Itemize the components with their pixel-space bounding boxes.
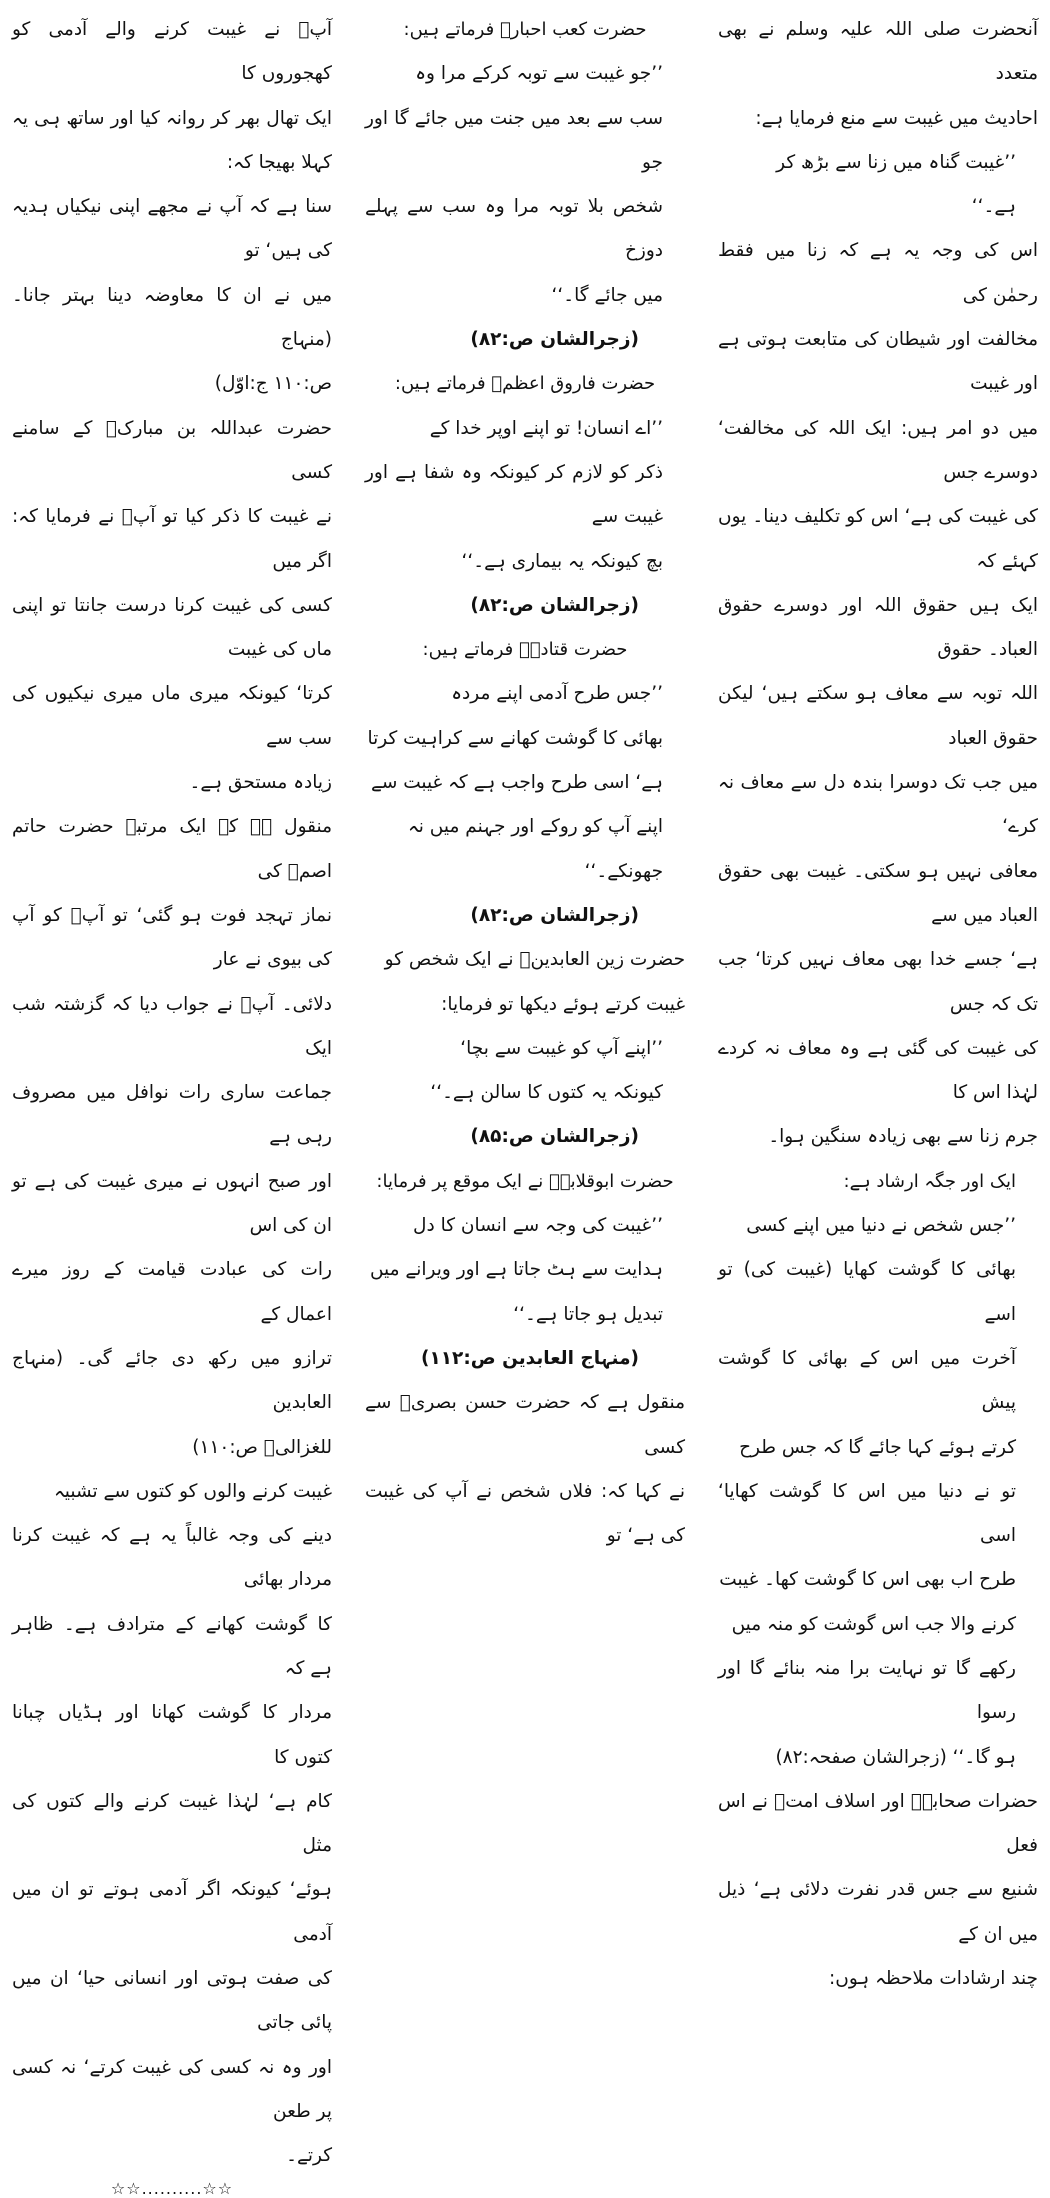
citation: (منہاج العابدین ص:۱۱۲) (421, 1347, 639, 1369)
column-left (12, 8, 332, 2198)
paragraph: حضرت زین العابدینؒ نے ایک شخص کو غیبت کرتے ہوئے دیکھا تو فرمایا: (384, 949, 685, 1015)
quotation: ’’اے انسان! تو اپنے اوپر خدا کے ذکر کو لازم کر کیونکہ وہ شفا ہے اور غیبت سے بچ کیونکہ یہ بیماری ہے۔‘‘ (365, 417, 663, 572)
paragraph: غیبت کرنے والوں کو کتوں سے تشبیہ دینے کی وجہ غالباً یہ ہے کہ غیبت کرنا مردار بھائی کا گوشت کھانے کے مترادف ہے۔ ظاہر ہے کہ مردار کا گوشت کھانا اور ہڈیاں چبانا کتوں کا کام ہے‘ لہٰذا غیبت کرنے والے کتوں کی مثل ہوئے‘ کیونکہ اگر آدمی ہوتے تو ان میں آدمی کی صفت ہوتی اور انسانی حیا‘ ان میں پائی جاتی اور وہ نہ کسی کی غیبت کرتے‘ نہ کسی پر طعن کرتے۔ (12, 1480, 332, 2167)
quotation: ’’غیبت کی وجہ سے انسان کا دل ہدایت سے ہٹ جاتا ہے اور ویرانے میں تبدیل ہو جاتا ہے۔‘‘ (369, 1215, 663, 1325)
paragraph: حضرت عبداللہ بن مبارکؒ کے سامنے کسی نے غیبت کا ذکر کیا تو آپؒ نے فرمایا کہ: اگر میں کسی کی غیبت کرنا درست جانتا تو اپنی ماں کی غیبت کرتا‘ کیونکہ میری ماں میری نیکیوں کی سب سے زیادہ مستحق ہے۔ (12, 417, 332, 794)
heading: حضرت ابوقلابہؒ نے ایک موقع پر فرمایا: (376, 1170, 674, 1192)
column-middle (365, 8, 685, 1547)
quotation: ’’جس طرح آدمی اپنے مردہ بھائی کا گوشت کھانے سے کراہیت کرتا ہے‘ اسی طرح واجب ہے کہ غیبت سے اپنے آپ کو روکے اور جہنم میں نہ جھونکے۔‘‘ (367, 683, 663, 882)
citation: (زجرالشان ص:۸۲) (470, 329, 639, 351)
paragraph: حضرات صحابہؓ اور اسلاف امتؒ نے اس فعل شنیع سے جس قدر نفرت دلائی ہے‘ ذیل میں ان کے چند ارشادات ملاحظہ ہوں: (718, 1790, 1038, 1990)
paragraph: آنحضرت صلی اللہ علیہ وسلم نے بھی متعدد احادیث میں غیبت سے منع فرمایا ہے: (718, 19, 1038, 129)
heading: حضرت فاروق اعظمؓ فرماتے ہیں: (394, 373, 656, 395)
citation: (زجرالشان ص:۸۲) (470, 594, 639, 616)
paragraph: منقول ہے کہ حضرت حسن بصریؒ سے کسی نے کہا کہ: فلاں شخص نے آپ کی غیبت کی ہے‘ تو (365, 1392, 685, 1547)
quotation: ’’اپنے آپ کو غیبت سے بچا‘ کیونکہ یہ کتوں کا سالن ہے۔‘‘ (430, 1037, 663, 1104)
heading: حضرت قتادہؒ فرماتے ہیں: (422, 639, 628, 661)
paragraph: منقول ہے کہ ایک مرتبہ حضرت حاتم اصمؒ کی نماز تہجد فوت ہو گئی‘ تو آپؒ کو آپ کی بیوی نے عار دلائی۔ آپؒ نے جواب دیا کہ گزشتہ شب ایک جماعت ساری رات نوافل میں مصروف رہی ہے اور صبح انہوں نے میری غیبت کی ہے تو ان کی اس رات کی عبادت قیامت کے روز میرے اعمال کے ترازو میں رکھ دی جائے گی۔ (منہاج العابدین للغزالیؒ ص:۱۱۰) (12, 816, 332, 1458)
paragraph: اس کی وجہ یہ ہے کہ زنا میں فقط رحمٰن کی مخالفت اور شیطان کی متابعت ہوتی ہے اور غیبت میں دو امر ہیں: ایک اللہ کی مخالفت‘ دوسرے جس کی غیبت کی ہے‘ اس کو تکلیف دینا۔ یوں کہئے کہ ایک ہیں حقوق اللہ اور دوسرے حقوق العباد۔ حقوق اللہ توبہ سے معاف ہو سکتے ہیں‘ لیکن حقوق العباد میں جب تک دوسرا بندہ دل سے معاف نہ کرے‘ معافی نہیں ہو سکتی۔ غیبت بھی حقوق العباد میں سے ہے‘ جسے خدا بھی معاف نہیں کرتا‘ جب تک کہ جس کی غیبت کی گئی ہے وہ معاف نہ کردے لہٰذا اس کا جرم زنا سے بھی زیادہ سنگین ہوا۔ (718, 240, 1038, 1148)
section-ornament: ☆☆..........☆☆ (110, 2178, 234, 2198)
quotation: ’’جس شخص نے دنیا میں اپنے کسی بھائی کا گوشت کھایا (غیبت کی) تو اسے آخرت میں اس کے بھائی کا گوشت پیش کرتے ہوئے کہا جائے گا کہ جس طرح تو نے دنیا میں اس کا گوشت کھایا‘ اسی طرح اب بھی اس کا گوشت کھا۔ غیبت کرنے والا جب اس گوشت کو منہ میں رکھے گا تو نہایت برا منہ بنائے گا اور رسوا ہو گا۔‘‘ (زجرالشان صفحہ:۸۲) (718, 1215, 1016, 1768)
heading: ایک اور جگہ ارشاد ہے: (843, 1170, 1016, 1192)
paragraph: آپؒ نے غیبت کرنے والے آدمی کو کھجوروں کا ایک تھال بھر کر روانہ کیا اور ساتھ ہی یہ کہلا بھیجا کہ: سنا ہے کہ آپ نے مجھے اپنی نیکیاں ہدیہ کی ہیں‘ تو میں نے ان کا معاوضہ دینا بہتر جانا۔ (منہاج ص:۱۱۰ ج:اوّل) (12, 19, 332, 395)
quotation: ’’غیبت گناہ میں زنا سے بڑھ کر ہے۔‘‘ (776, 151, 1016, 218)
citation: (زجرالشان ص:۸۲) (470, 904, 639, 926)
column-right (718, 8, 1038, 1990)
citation: (زجرالشان ص:۸۵) (470, 1126, 639, 1148)
heading: حضرت کعب احبارؒ فرماتے ہیں: (403, 19, 647, 40)
quotation: ’’جو غیبت سے توبہ کرکے مرا وہ سب سے بعد میں جنت میں جائے گا اور جو شخص بلا توبہ مرا وہ سب سے پہلے دوزخ میں جائے گا۔‘‘ (365, 63, 663, 306)
